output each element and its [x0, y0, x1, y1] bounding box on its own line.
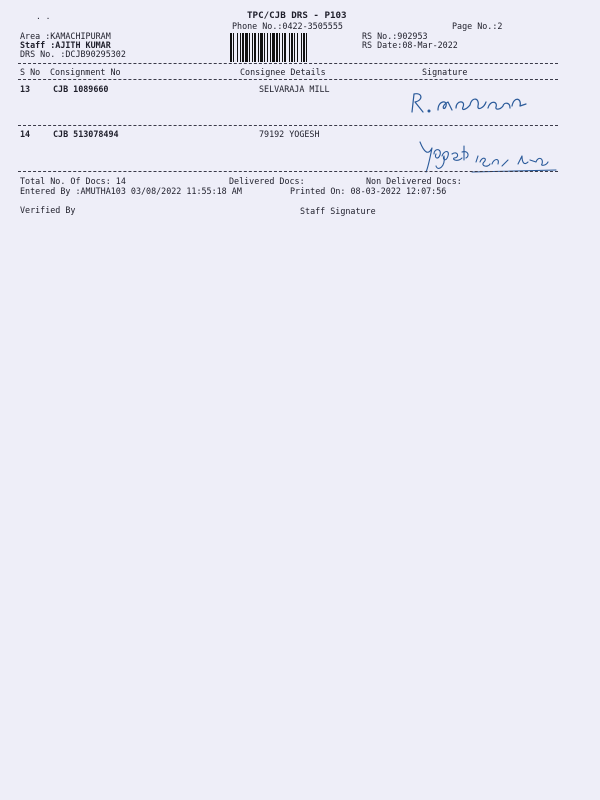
row-consignment: CJB 513078494	[53, 129, 119, 139]
row-sno: 13	[20, 84, 31, 94]
row-consignee: 79192 YOGESH	[259, 129, 320, 139]
row-sno: 14	[20, 129, 31, 139]
staff-signature-label: Staff Signature	[300, 206, 376, 216]
divider	[18, 63, 558, 64]
scan-speck: · ·	[36, 14, 51, 23]
divider	[18, 79, 558, 80]
drs-number-field: DRS No. :DCJB90295302	[20, 49, 126, 59]
page-number: Page No.:2	[452, 21, 503, 31]
document-title: TPC/CJB DRS - P103	[247, 10, 347, 21]
printed-on: Printed On: 08-03-2022 12:07:56	[290, 186, 447, 196]
area-field: Area :KAMACHIPURAM	[20, 31, 111, 41]
barcode	[230, 33, 356, 62]
row-consignment: CJB 1089660	[53, 84, 109, 94]
divider	[18, 171, 558, 172]
col-signature: Signature	[422, 67, 468, 77]
phone-number: Phone No.:0422-3505555	[232, 21, 343, 31]
verified-by-label: Verified By	[20, 205, 76, 215]
signature-row-13	[408, 88, 532, 116]
rs-date-field: RS Date:08-Mar-2022	[362, 40, 458, 50]
divider	[18, 125, 558, 126]
total-docs: Total No. Of Docs: 14	[20, 176, 126, 186]
rs-number-field: RS No.:902953	[362, 31, 428, 41]
col-consignee: Consignee Details	[240, 67, 326, 77]
barcode-bar	[307, 33, 309, 62]
non-delivered-docs: Non Delivered Docs:	[366, 176, 462, 186]
entered-by: Entered By :AMUTHA103 03/08/2022 11:55:18 AM	[20, 186, 242, 196]
col-sno: S No	[20, 67, 41, 77]
row-consignee: SELVARAJA MILL	[259, 84, 330, 94]
delivered-docs: Delivered Docs:	[229, 176, 305, 186]
staff-field: Staff :AJITH KUMAR	[20, 40, 111, 50]
col-consignment: Consignment No	[50, 67, 121, 77]
